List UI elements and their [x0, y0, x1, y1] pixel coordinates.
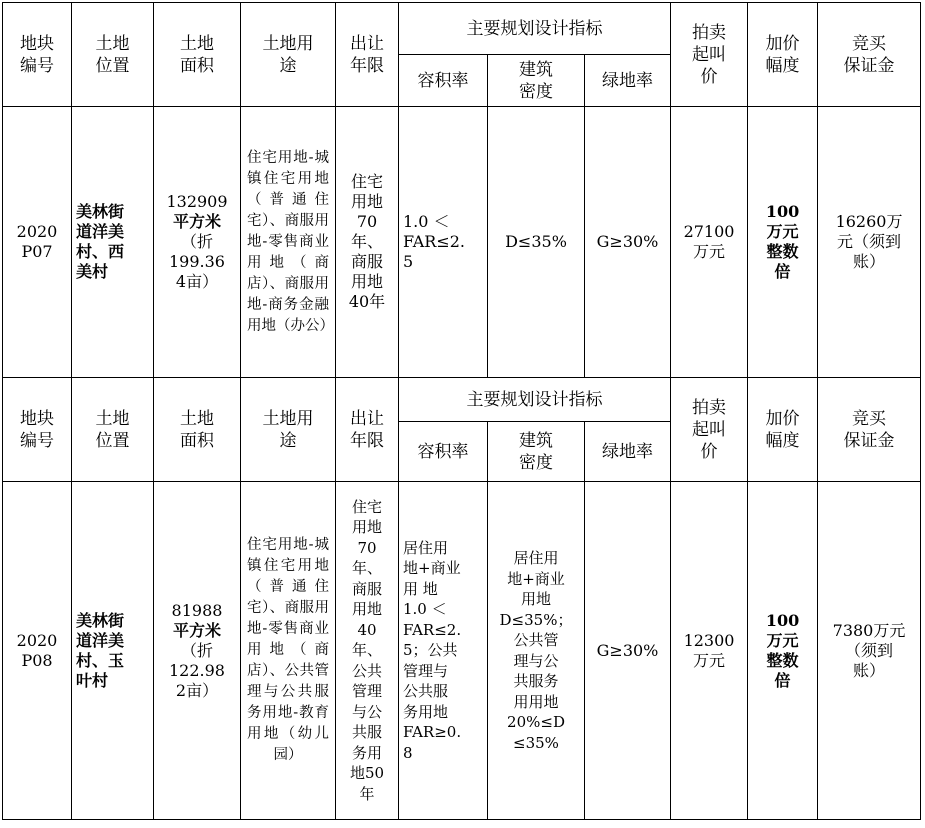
deposit: 16260万 元（须到 账）: [818, 107, 921, 378]
term: 住宅 用地 70 年、 商服 用地 40 年、 公共 管理 与公 共服 务用 地50 年: [336, 482, 399, 820]
header-density: 建筑 密度: [488, 55, 585, 107]
header-parcel-no: 地块 编号: [3, 3, 72, 107]
header-increment: 加价 幅度: [748, 3, 818, 107]
header-parcel-no: 地块 编号: [3, 378, 72, 482]
land-use: 住宅用地-城镇住宅用地（普通住宅）、商服用地-零售商业用地（商店）、公共管理与公共服务用地-教育用地（幼儿园）: [241, 482, 336, 820]
density: 居住用 地+商业 用地 D≤35%； 公共管 理与公 共服务 用用地 20%≤D ≤35%: [488, 482, 585, 820]
area: [154, 482, 241, 820]
area-unit: 平方米: [172, 212, 221, 231]
header-area: 土地 面积: [154, 378, 241, 482]
header-land-use: 土地用 途: [241, 378, 336, 482]
header-far: 容积率: [399, 55, 488, 107]
area-value: 132909: [166, 192, 228, 211]
header-deposit: 竞买 保证金: [818, 378, 921, 482]
header-far: 容积率: [399, 422, 488, 482]
far: 居住用 地+商业 用 地 1.0 ＜ FAR≤2. 5；公共 管理与 公共服 务用地 FAR≥0. 8: [399, 482, 488, 820]
header-density: 建筑 密度: [488, 422, 585, 482]
increment: 100 万元 整数 倍: [748, 107, 818, 378]
start-price: 12300 万元: [671, 482, 748, 820]
header-deposit: 竞买 保证金: [818, 3, 921, 107]
header-start-price: 拍卖 起叫 价: [671, 378, 748, 482]
header-area: 土地 面积: [154, 3, 241, 107]
header-location: 土地 位置: [72, 378, 154, 482]
area-mu: （折 199.36 4亩）: [169, 232, 225, 291]
header-land-use: 土地用 途: [241, 3, 336, 107]
start-price: 27100 万元: [671, 107, 748, 378]
header-term: 出让 年限: [336, 3, 399, 107]
area-unit: 平方米: [172, 620, 221, 640]
header-location: 土地 位置: [72, 3, 154, 107]
header-row: [3, 3, 921, 55]
area: [154, 107, 241, 378]
land-use: 住宅用地-城镇住宅用地（普通住宅）、商服用地-零售商业用地（商店）、商服用地-商务金融用地（办公）: [241, 107, 336, 378]
area-value: 81988: [171, 600, 223, 620]
green-ratio: G≥30%: [585, 482, 671, 820]
header-increment: 加价 幅度: [748, 378, 818, 482]
land-auction-table: [2, 2, 921, 820]
location: 美林街 道洋美 村、玉 叶村: [72, 482, 154, 820]
far: 1.0 ＜ FAR≤2. 5: [399, 107, 488, 378]
green-ratio: G≥30%: [585, 107, 671, 378]
header-row: [3, 378, 921, 422]
deposit: 7380万元 （须到 账）: [818, 482, 921, 820]
header-planning-indicators: 主要规划设计指标: [399, 378, 671, 422]
area-mu: （折 122.98 2亩）: [169, 640, 225, 700]
table-row: [3, 482, 921, 820]
parcel-no: 2020 P08: [3, 482, 72, 820]
location: 美林街 道洋美 村、西 美村: [72, 107, 154, 378]
term: 住宅 用地 70 年、 商服 用地 40年: [336, 107, 399, 378]
parcel-no: 2020 P07: [3, 107, 72, 378]
header-green-ratio: 绿地率: [585, 55, 671, 107]
header-term: 出让 年限: [336, 378, 399, 482]
header-green-ratio: 绿地率: [585, 422, 671, 482]
header-start-price: 拍卖 起叫 价: [671, 3, 748, 107]
increment: 100 万元 整数 倍: [748, 482, 818, 820]
table-row: [3, 107, 921, 378]
density: D≤35%: [488, 107, 585, 378]
header-planning-indicators: 主要规划设计指标: [399, 3, 671, 55]
